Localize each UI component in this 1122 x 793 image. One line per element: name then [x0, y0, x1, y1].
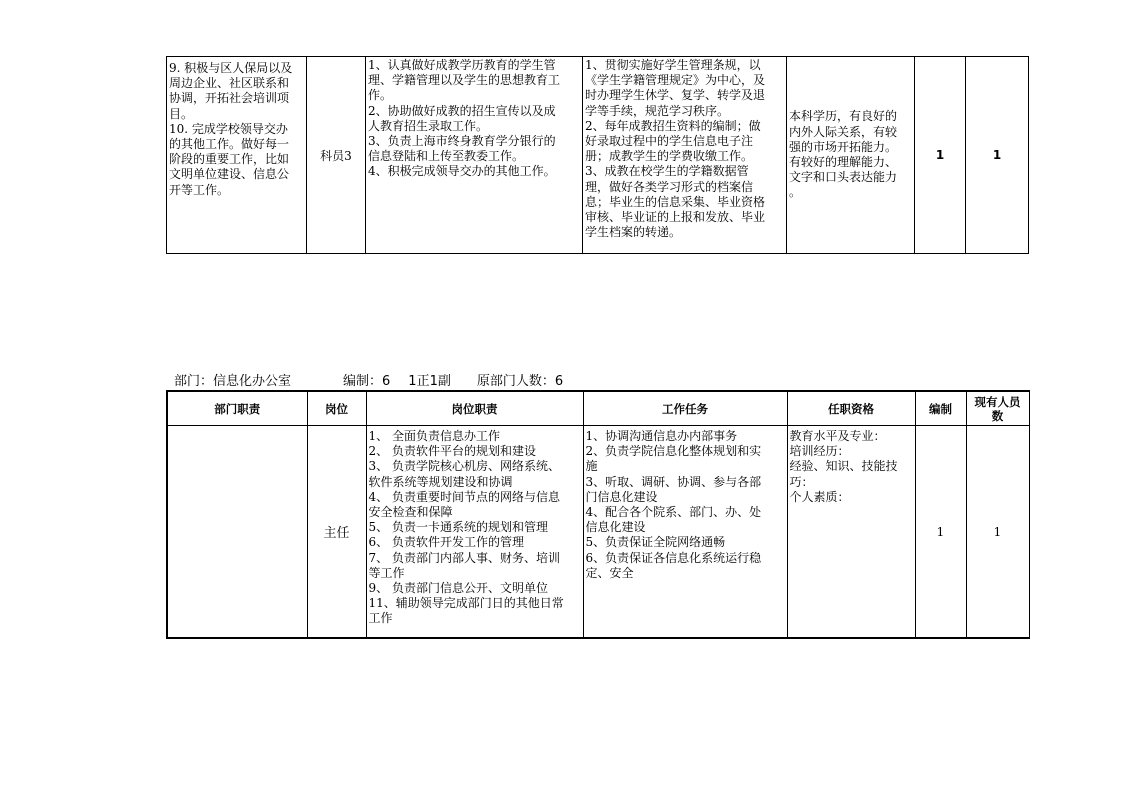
text-line: 作。 [368, 88, 393, 103]
tasks-text [583, 57, 786, 240]
qualification-text [787, 109, 914, 200]
text-line: 1、协调沟通信息办内部事务 [585, 429, 738, 443]
text-line: 有较好的理解能力、 [789, 155, 898, 169]
tasks-cell [583, 57, 787, 254]
text-line: 3、 负责学院核心机房、网络系统、 [368, 459, 560, 474]
text-line: 时办理学生休学、复学、转学及退 [585, 88, 766, 103]
header-job-duties: 岗位职责 [366, 391, 583, 426]
text-line: 1、 全面负责信息办工作 [368, 429, 500, 443]
text-line: 周边企业、社区联系和 [169, 76, 290, 91]
table-row [167, 57, 1029, 254]
text-line: 软件系统等规划建设和协调 [368, 474, 513, 489]
text-line: 好录取过程中的学生信息电子注 [585, 134, 754, 149]
quota-value: 1 [935, 148, 945, 162]
qualification-cell [787, 57, 915, 254]
header-current-count-line1: 现有人员 [974, 394, 1021, 409]
department-table [166, 390, 1030, 639]
text-line: 工作 [368, 611, 393, 626]
text-line: 2、 负责软件平台的规划和建设 [368, 444, 536, 459]
text-line: 4、积极完成领导交办的其他工作。 [368, 164, 556, 179]
text-line: 个人素质： [789, 489, 850, 504]
quota-cell [915, 426, 966, 639]
quota-detail: 1正1副 [408, 374, 451, 389]
header-current-count-line2: 数 [991, 408, 1004, 423]
text-line: 2、负责学院信息化整体规划和实 [585, 444, 762, 459]
tasks-cell [583, 426, 787, 639]
text-line: 9. 积极与区人保局以及 [169, 61, 293, 75]
original-count-label: 原部门人数：6 [476, 374, 564, 389]
text-line: 6、负责保证各信息化系统运行稳 [585, 550, 762, 565]
header-dept-duties: 部门职责 [167, 391, 307, 426]
continued-table [166, 56, 1029, 254]
text-line: 理、学籍管理以及学生的思想教育工 [368, 73, 561, 88]
text-line: 文明单位建设、信息公 [169, 167, 290, 182]
text-line: 7、 负责部门内部人事、财务、培训 [368, 550, 560, 565]
text-line: 4、配合各个院系、部门、办、处 [585, 505, 762, 520]
text-line: 本科学历，有良好的 [789, 109, 898, 124]
text-line: 2、每年成教招生资料的编制；做 [585, 118, 761, 133]
text-line: 经验、知识、技能技 [789, 459, 898, 474]
header-position: 岗位 [307, 391, 366, 426]
text-line: 11、辅助领导完成部门日的其他日常 [368, 596, 564, 611]
header-current-count [966, 391, 1029, 426]
qualification-text [788, 426, 915, 505]
text-line: 信息化建设 [585, 520, 646, 535]
text-line: 1、贯彻实施好学生管理条规，以 [585, 58, 761, 72]
current-count-value: 1 [993, 524, 1002, 539]
dept-duties-text [167, 57, 306, 198]
current-count-value: 1 [992, 148, 1002, 162]
text-line: 学生档案的转递。 [585, 225, 682, 240]
text-line: 人教育招生录取工作。 [368, 118, 489, 133]
text-line: 阶段的重要工作，比如 [169, 152, 290, 167]
text-line: 门信息化建设 [585, 489, 658, 504]
position-cell [307, 426, 366, 639]
text-line: 施 [585, 459, 598, 474]
tasks-text [584, 426, 787, 581]
text-line: 文字和口头表达能力 [789, 170, 898, 185]
text-line: 5、负责保证全院网络通畅 [585, 535, 726, 550]
header-tasks: 工作任务 [583, 391, 787, 426]
text-line: 信息登陆和上传至教委工作。 [368, 149, 525, 164]
dept-duties-cell [167, 57, 307, 254]
text-line: 息；毕业生的信息采集、毕业资格 [585, 194, 766, 209]
text-line: 内外人际关系，有较 [789, 124, 898, 139]
job-duties-text [367, 426, 583, 627]
job-duties-cell [366, 57, 583, 254]
text-line: 目。 [169, 106, 194, 121]
text-line: 4、 负责重要时间节点的网络与信息 [368, 489, 560, 504]
department-header [174, 370, 563, 389]
text-line: 等工作 [368, 565, 405, 580]
text-line: 强的市场开拓能力。 [789, 139, 898, 154]
text-line: 5、 负责一卡通系统的规划和管理 [368, 520, 548, 535]
text-line: 1、认真做好成教学历教育的学生管 [368, 58, 556, 72]
text-line: 《学生学籍管理规定》为中心，及 [585, 73, 766, 88]
text-line: 教育水平及专业： [789, 429, 886, 443]
text-line: 6、 负责软件开发工作的管理 [368, 535, 524, 550]
text-line: 开等工作。 [169, 182, 230, 197]
dept-duties-cell [167, 426, 307, 639]
header-quota: 编制 [915, 391, 966, 426]
quota-value: 1 [936, 524, 945, 539]
job-duties-cell [366, 426, 583, 639]
text-line: 理，做好各类学习形式的档案信 [585, 179, 754, 194]
header-qualification: 任职资格 [787, 391, 915, 426]
text-line: 巧： [789, 474, 814, 489]
header-row [167, 391, 1029, 426]
job-duties-text [366, 57, 582, 180]
text-line: 定、安全 [585, 565, 634, 580]
text-line: 审核、毕业证的上报和发放、毕业 [585, 210, 766, 225]
qualification-cell [787, 426, 915, 639]
text-line: 10. 完成学校领导交办 [169, 121, 288, 136]
text-line: 的其他工作。做好每一 [169, 137, 290, 152]
text-line: 3、听取、调研、协调、参与各部 [585, 474, 762, 489]
quota-cell [915, 57, 966, 254]
table-row [167, 426, 1029, 639]
text-line: 3、负责上海市终身教育学分银行的 [368, 134, 556, 149]
text-line: 培训经历： [789, 444, 850, 459]
current-count-cell [966, 57, 1029, 254]
position-cell [307, 57, 366, 254]
text-line: 3、成教在校学生的学籍数据管 [585, 164, 749, 179]
current-count-cell [966, 426, 1029, 639]
text-line: 。 [789, 185, 802, 200]
department-label: 部门：信息化办公室 [174, 374, 292, 389]
text-line: 9、 负责部门信息公开、文明单位 [368, 581, 548, 596]
position-text: 主任 [323, 526, 350, 541]
text-line: 协调，开拓社会培训项 [169, 91, 290, 106]
position-text: 科员3 [320, 148, 352, 163]
text-line: 2、协助做好成教的招生宣传以及成 [368, 103, 556, 118]
text-line: 册；成教学生的学费收缴工作。 [585, 149, 754, 164]
text-line: 学等手续，规范学习秩序。 [585, 103, 730, 118]
text-line: 安全检查和保障 [368, 505, 453, 520]
quota-label: 编制：6 [343, 374, 391, 389]
